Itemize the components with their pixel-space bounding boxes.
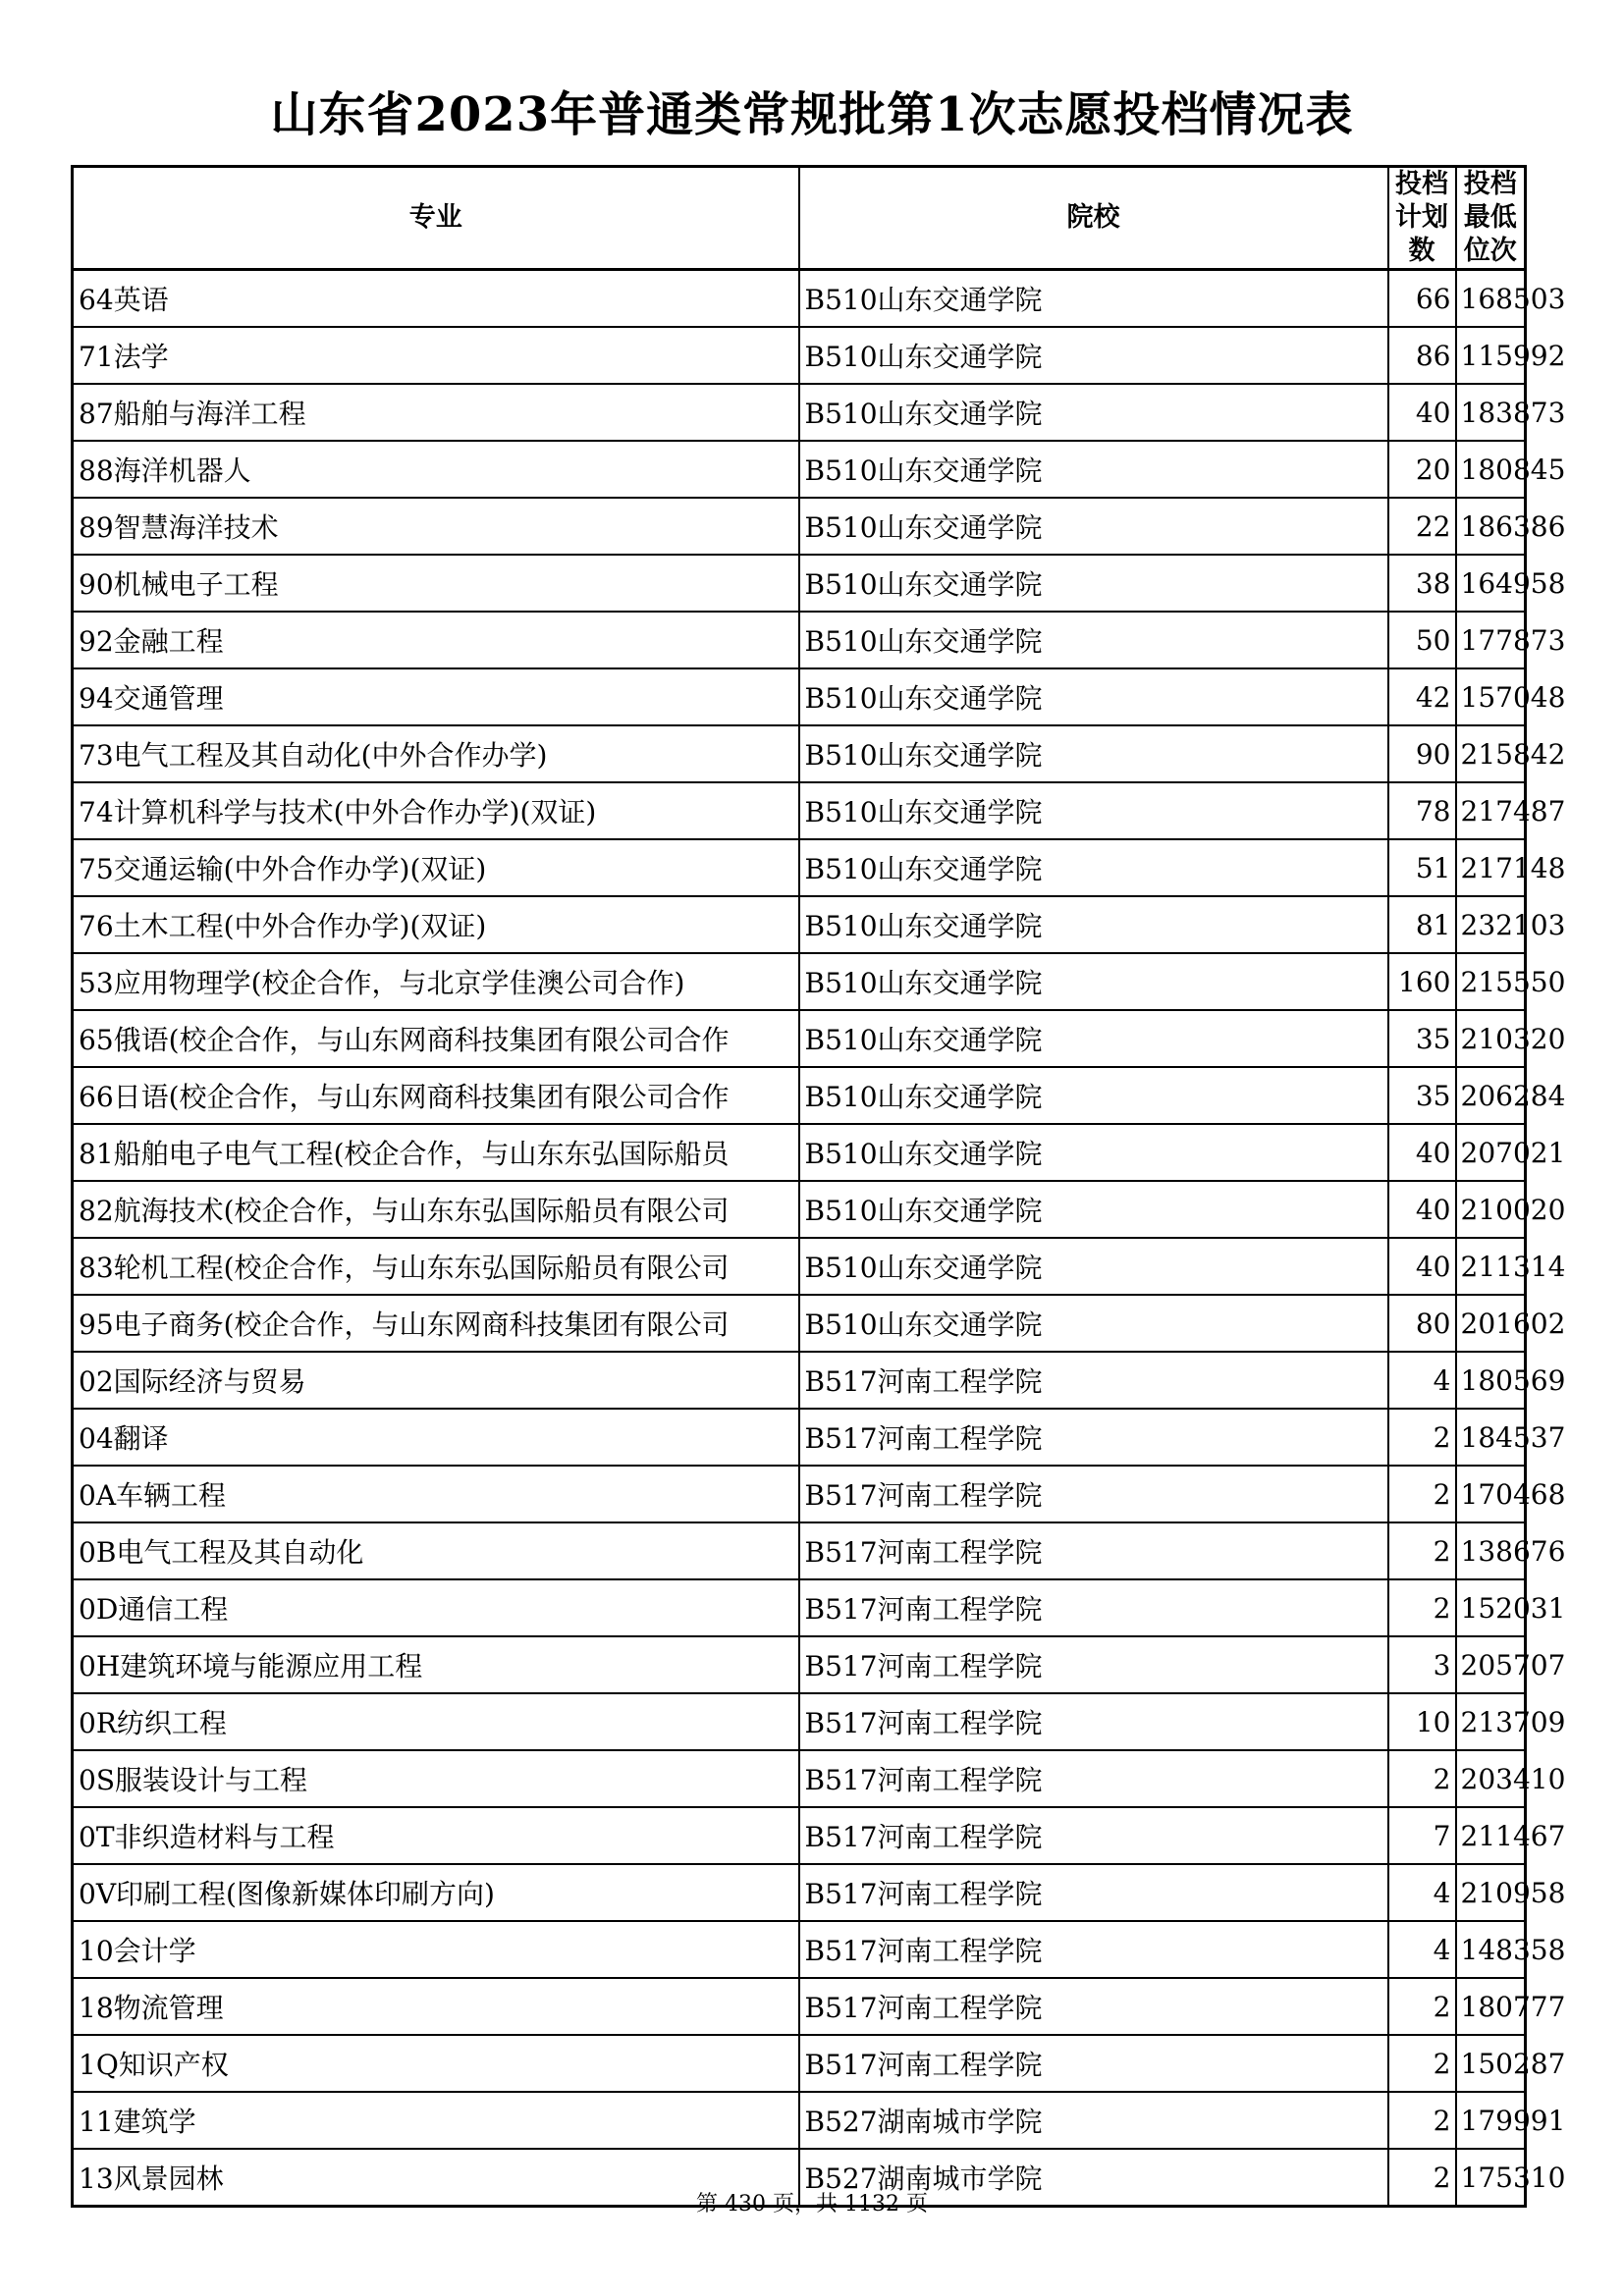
plan-cell: 2 [1388, 1978, 1456, 2035]
rank-cell: 152031 [1456, 1579, 1526, 1636]
major-cell: 0R纺织工程 [73, 1693, 799, 1750]
rank-cell: 180845 [1456, 441, 1526, 498]
plan-cell: 2 [1388, 2035, 1456, 2092]
school-cell: B517河南工程学院 [799, 1750, 1388, 1807]
rank-cell: 215842 [1456, 725, 1526, 782]
header-row [73, 167, 1526, 270]
school-cell: B517河南工程学院 [799, 1693, 1388, 1750]
table-row [73, 1636, 1526, 1693]
rank-cell: 138676 [1456, 1522, 1526, 1579]
header-school: 院校 [799, 167, 1388, 270]
plan-cell: 10 [1388, 1693, 1456, 1750]
school-cell: B517河南工程学院 [799, 1978, 1388, 2035]
plan-cell: 35 [1388, 1010, 1456, 1067]
table-row [73, 1807, 1526, 1864]
table-row [73, 896, 1526, 953]
table-row [73, 1409, 1526, 1466]
table-row [73, 782, 1526, 839]
plan-cell: 4 [1388, 1352, 1456, 1409]
rank-cell: 211467 [1456, 1807, 1526, 1864]
plan-cell: 81 [1388, 896, 1456, 953]
plan-cell: 7 [1388, 1807, 1456, 1864]
major-cell: 75交通运输(中外合作办学)(双证) [73, 839, 799, 896]
plan-cell: 2 [1388, 1579, 1456, 1636]
school-cell: B510山东交通学院 [799, 1010, 1388, 1067]
school-cell: B510山东交通学院 [799, 839, 1388, 896]
rank-cell: 170468 [1456, 1466, 1526, 1522]
header-plan: 投档计划数 [1388, 167, 1456, 270]
plan-cell: 2 [1388, 2092, 1456, 2149]
school-cell: B510山东交通学院 [799, 1295, 1388, 1352]
major-cell: 0V印刷工程(图像新媒体印刷方向) [73, 1864, 799, 1921]
rank-cell: 183873 [1456, 384, 1526, 441]
table-row [73, 668, 1526, 725]
school-cell: B510山东交通学院 [799, 1181, 1388, 1238]
major-cell: 0S服装设计与工程 [73, 1750, 799, 1807]
school-cell: B510山东交通学院 [799, 384, 1388, 441]
plan-cell: 2 [1388, 1409, 1456, 1466]
header-major: 专业 [73, 167, 799, 270]
rank-cell: 157048 [1456, 668, 1526, 725]
plan-cell: 40 [1388, 1124, 1456, 1181]
plan-cell: 2 [1388, 1522, 1456, 1579]
school-cell: B510山东交通学院 [799, 782, 1388, 839]
major-cell: 11建筑学 [73, 2092, 799, 2149]
table-row [73, 1522, 1526, 1579]
school-cell: B517河南工程学院 [799, 1864, 1388, 1921]
table-row [73, 1067, 1526, 1124]
plan-cell: 2 [1388, 1466, 1456, 1522]
school-cell: B510山东交通学院 [799, 441, 1388, 498]
major-cell: 10会计学 [73, 1921, 799, 1978]
table-row [73, 327, 1526, 384]
table-row [73, 2092, 1526, 2149]
plan-cell: 50 [1388, 612, 1456, 668]
table-body [73, 270, 1566, 2207]
plan-cell: 40 [1388, 1181, 1456, 1238]
rank-cell: 164958 [1456, 555, 1526, 612]
school-cell: B510山东交通学院 [799, 1067, 1388, 1124]
rank-cell: 210320 [1456, 1010, 1526, 1067]
major-cell: 0B电气工程及其自动化 [73, 1522, 799, 1579]
rank-cell: 210020 [1456, 1181, 1526, 1238]
school-cell: B517河南工程学院 [799, 1807, 1388, 1864]
rank-cell: 177873 [1456, 612, 1526, 668]
plan-cell: 90 [1388, 725, 1456, 782]
major-cell: 76土木工程(中外合作办学)(双证) [73, 896, 799, 953]
table-row [73, 441, 1526, 498]
school-cell: B510山东交通学院 [799, 327, 1388, 384]
rank-cell: 217487 [1456, 782, 1526, 839]
table-row [73, 1978, 1526, 2035]
table-row [73, 1124, 1526, 1181]
table-row [73, 384, 1526, 441]
table-row [73, 1466, 1526, 1522]
major-cell: 95电子商务(校企合作，与山东网商科技集团有限公司 [73, 1295, 799, 1352]
plan-cell: 160 [1388, 953, 1456, 1010]
rank-cell: 179991 [1456, 2092, 1526, 2149]
school-cell: B510山东交通学院 [799, 612, 1388, 668]
header-rank: 投档最低位次 [1456, 167, 1526, 270]
major-cell: 88海洋机器人 [73, 441, 799, 498]
school-cell: B517河南工程学院 [799, 1466, 1388, 1522]
rank-cell: 207021 [1456, 1124, 1526, 1181]
admission-table [71, 165, 1566, 2208]
major-cell: 04翻译 [73, 1409, 799, 1466]
table-row [73, 1181, 1526, 1238]
school-cell: B527湖南城市学院 [799, 2092, 1388, 2149]
rank-cell: 201602 [1456, 1295, 1526, 1352]
school-cell: B510山东交通学院 [799, 668, 1388, 725]
plan-cell: 40 [1388, 384, 1456, 441]
rank-cell: 217148 [1456, 839, 1526, 896]
rank-cell: 175310 [1456, 2149, 1526, 2207]
major-cell: 0D通信工程 [73, 1579, 799, 1636]
major-cell: 65俄语(校企合作，与山东网商科技集团有限公司合作 [73, 1010, 799, 1067]
plan-cell: 66 [1388, 270, 1456, 328]
major-cell: 64英语 [73, 270, 799, 328]
school-cell: B510山东交通学院 [799, 498, 1388, 555]
major-cell: 83轮机工程(校企合作，与山东东弘国际船员有限公司 [73, 1238, 799, 1295]
page-title: 山东省2023年普通类常规批第1次志愿投档情况表 [270, 87, 1354, 142]
major-cell: 73电气工程及其自动化(中外合作办学) [73, 725, 799, 782]
major-cell: 82航海技术(校企合作，与山东东弘国际船员有限公司 [73, 1181, 799, 1238]
rank-cell: 211314 [1456, 1238, 1526, 1295]
school-cell: B517河南工程学院 [799, 2035, 1388, 2092]
table-row [73, 1921, 1526, 1978]
plan-cell: 2 [1388, 1750, 1456, 1807]
major-cell: 0T非织造材料与工程 [73, 1807, 799, 1864]
school-cell: B517河南工程学院 [799, 1352, 1388, 1409]
major-cell: 90机械电子工程 [73, 555, 799, 612]
table-row [73, 953, 1526, 1010]
rank-cell: 184537 [1456, 1409, 1526, 1466]
table-row [73, 555, 1526, 612]
major-cell: 18物流管理 [73, 1978, 799, 2035]
school-cell: B517河南工程学院 [799, 1522, 1388, 1579]
school-cell: B510山东交通学院 [799, 555, 1388, 612]
major-cell: 87船舶与海洋工程 [73, 384, 799, 441]
major-cell: 13风景园林 [73, 2149, 799, 2207]
plan-cell: 78 [1388, 782, 1456, 839]
plan-cell: 2 [1388, 2149, 1456, 2207]
table-row [73, 612, 1526, 668]
page-footer: 第 430 页，共 1132 页 [696, 2192, 928, 2216]
plan-cell: 4 [1388, 1921, 1456, 1978]
table-row [73, 1864, 1526, 1921]
rank-cell: 210958 [1456, 1864, 1526, 1921]
plan-cell: 38 [1388, 555, 1456, 612]
major-cell: 92金融工程 [73, 612, 799, 668]
plan-cell: 20 [1388, 441, 1456, 498]
plan-cell: 80 [1388, 1295, 1456, 1352]
major-cell: 74计算机科学与技术(中外合作办学)(双证) [73, 782, 799, 839]
table-row [73, 1010, 1526, 1067]
table-row [73, 270, 1526, 328]
table-row [73, 1750, 1526, 1807]
school-cell: B517河南工程学院 [799, 1636, 1388, 1693]
school-cell: B517河南工程学院 [799, 1921, 1388, 1978]
major-cell: 81船舶电子电气工程(校企合作，与山东东弘国际船员 [73, 1124, 799, 1181]
plan-cell: 3 [1388, 1636, 1456, 1693]
major-cell: 0A车辆工程 [73, 1466, 799, 1522]
table-row [73, 1579, 1526, 1636]
rank-cell: 150287 [1456, 2035, 1526, 2092]
rank-cell: 232103 [1456, 896, 1526, 953]
school-cell: B510山东交通学院 [799, 270, 1388, 328]
table-row [73, 839, 1526, 896]
plan-cell: 4 [1388, 1864, 1456, 1921]
school-cell: B510山东交通学院 [799, 725, 1388, 782]
plan-cell: 51 [1388, 839, 1456, 896]
rank-cell: 215550 [1456, 953, 1526, 1010]
major-cell: 1Q知识产权 [73, 2035, 799, 2092]
rank-cell: 180777 [1456, 1978, 1526, 2035]
table-row [73, 498, 1526, 555]
table-row [73, 725, 1526, 782]
table-row [73, 1693, 1526, 1750]
major-cell: 02国际经济与贸易 [73, 1352, 799, 1409]
rank-cell: 205707 [1456, 1636, 1526, 1693]
school-cell: B527湖南城市学院 [799, 2149, 1388, 2207]
school-cell: B510山东交通学院 [799, 953, 1388, 1010]
school-cell: B510山东交通学院 [799, 1124, 1388, 1181]
plan-cell: 22 [1388, 498, 1456, 555]
rank-cell: 168503 [1456, 270, 1526, 328]
rank-cell: 213709 [1456, 1693, 1526, 1750]
school-cell: B517河南工程学院 [799, 1409, 1388, 1466]
major-cell: 53应用物理学(校企合作，与北京学佳澳公司合作) [73, 953, 799, 1010]
plan-cell: 40 [1388, 1238, 1456, 1295]
table-row [73, 1295, 1526, 1352]
rank-cell: 148358 [1456, 1921, 1526, 1978]
rank-cell: 115992 [1456, 327, 1526, 384]
major-cell: 66日语(校企合作，与山东网商科技集团有限公司合作 [73, 1067, 799, 1124]
major-cell: 0H建筑环境与能源应用工程 [73, 1636, 799, 1693]
school-cell: B510山东交通学院 [799, 896, 1388, 953]
major-cell: 71法学 [73, 327, 799, 384]
table-row [73, 2035, 1526, 2092]
rank-cell: 180569 [1456, 1352, 1526, 1409]
plan-cell: 86 [1388, 327, 1456, 384]
table-row [73, 1238, 1526, 1295]
school-cell: B517河南工程学院 [799, 1579, 1388, 1636]
rank-cell: 203410 [1456, 1750, 1526, 1807]
table-row [73, 1352, 1526, 1409]
rank-cell: 186386 [1456, 498, 1526, 555]
major-cell: 89智慧海洋技术 [73, 498, 799, 555]
school-cell: B510山东交通学院 [799, 1238, 1388, 1295]
table-header [73, 167, 1526, 270]
rank-cell: 206284 [1456, 1067, 1526, 1124]
major-cell: 94交通管理 [73, 668, 799, 725]
plan-cell: 35 [1388, 1067, 1456, 1124]
plan-cell: 42 [1388, 668, 1456, 725]
